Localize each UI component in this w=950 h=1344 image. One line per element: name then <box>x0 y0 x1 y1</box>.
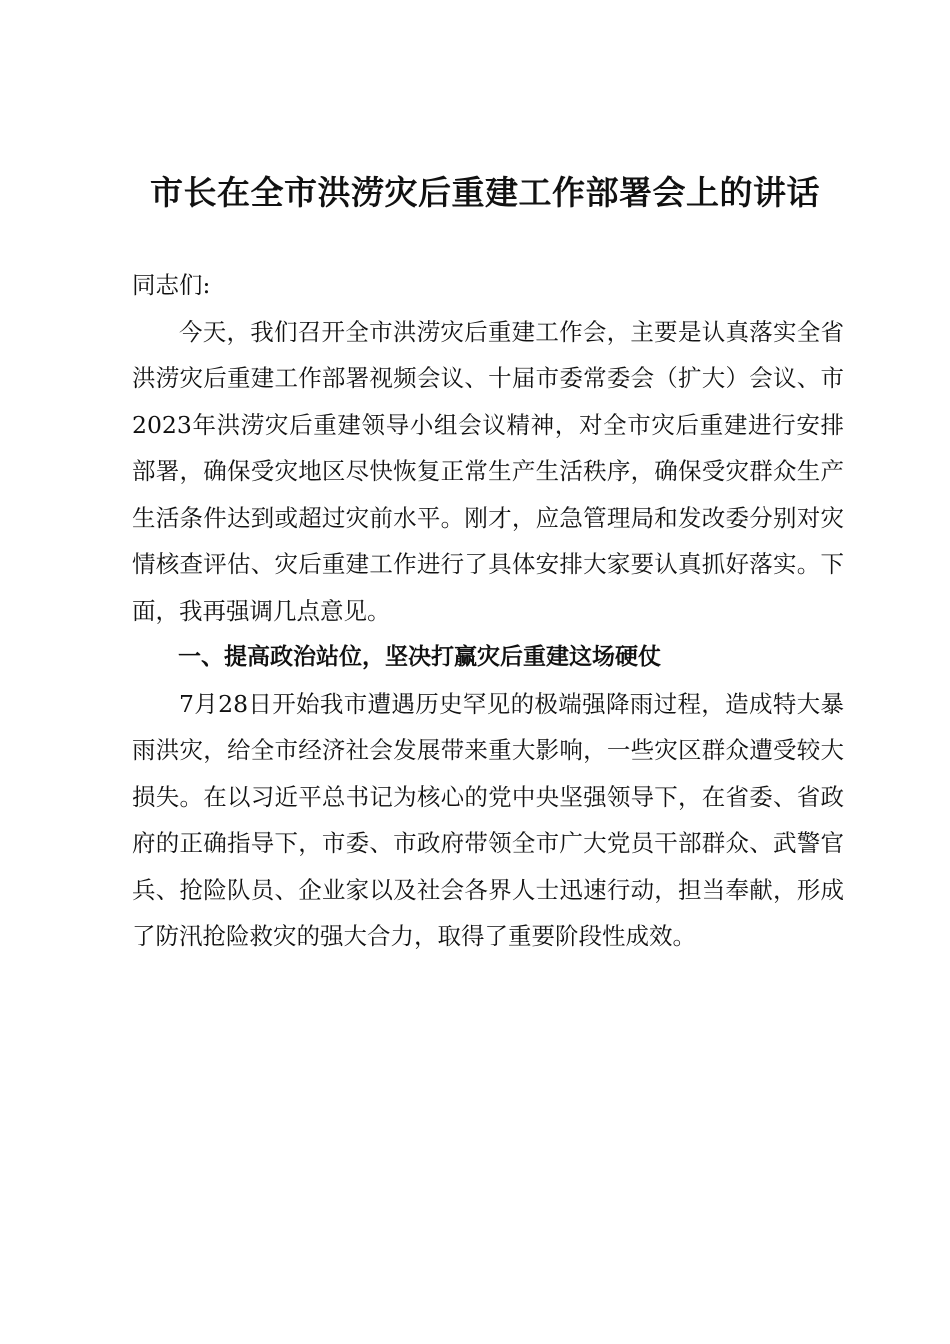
intro-paragraph: 今天，我们召开全市洪涝灾后重建工作会，主要是认真落实全省洪涝灾后重建工作部署视频会议、十届市委常委会（扩大）会议、市2023年洪涝灾后重建领导小组会议精神，对全市灾后重建进行安排部署，确保受灾地区尽快恢复正常生产生活秩序，确保受灾群众生产生活条件达到或超过灾前水平。刚才，应急管理局和发改委分别对灾情核查评估、灾后重建工作进行了具体安排大家要认真抓好落实。下面，我再强调几点意见。 <box>132 317 844 625</box>
salutation: 同志们: <box>132 271 211 299</box>
section-paragraph: 7月28日开始我市遭遇历史罕见的极端强降雨过程，造成特大暴雨洪灾，给全市经济社会发展带来重大影响，一些灾区群众遭受较大损失。在以习近平总书记为核心的党中央坚强领导下，在省委、省政府的正确指导下，市委、市政府带领全市广大党员干部群众、武警官兵、抢险队员、企业家以及社会各界人士迅速行动，担当奉献，形成了防汛抢险救灾的强大合力，取得了重要阶段性成效。 <box>132 689 844 950</box>
document-body <box>132 262 844 960</box>
document-title: 市长在全市洪涝灾后重建工作部署会上的讲话 <box>150 173 820 212</box>
section-heading: 一、提高政治站位，坚决打赢灾后重建这场硬仗 <box>178 644 661 670</box>
